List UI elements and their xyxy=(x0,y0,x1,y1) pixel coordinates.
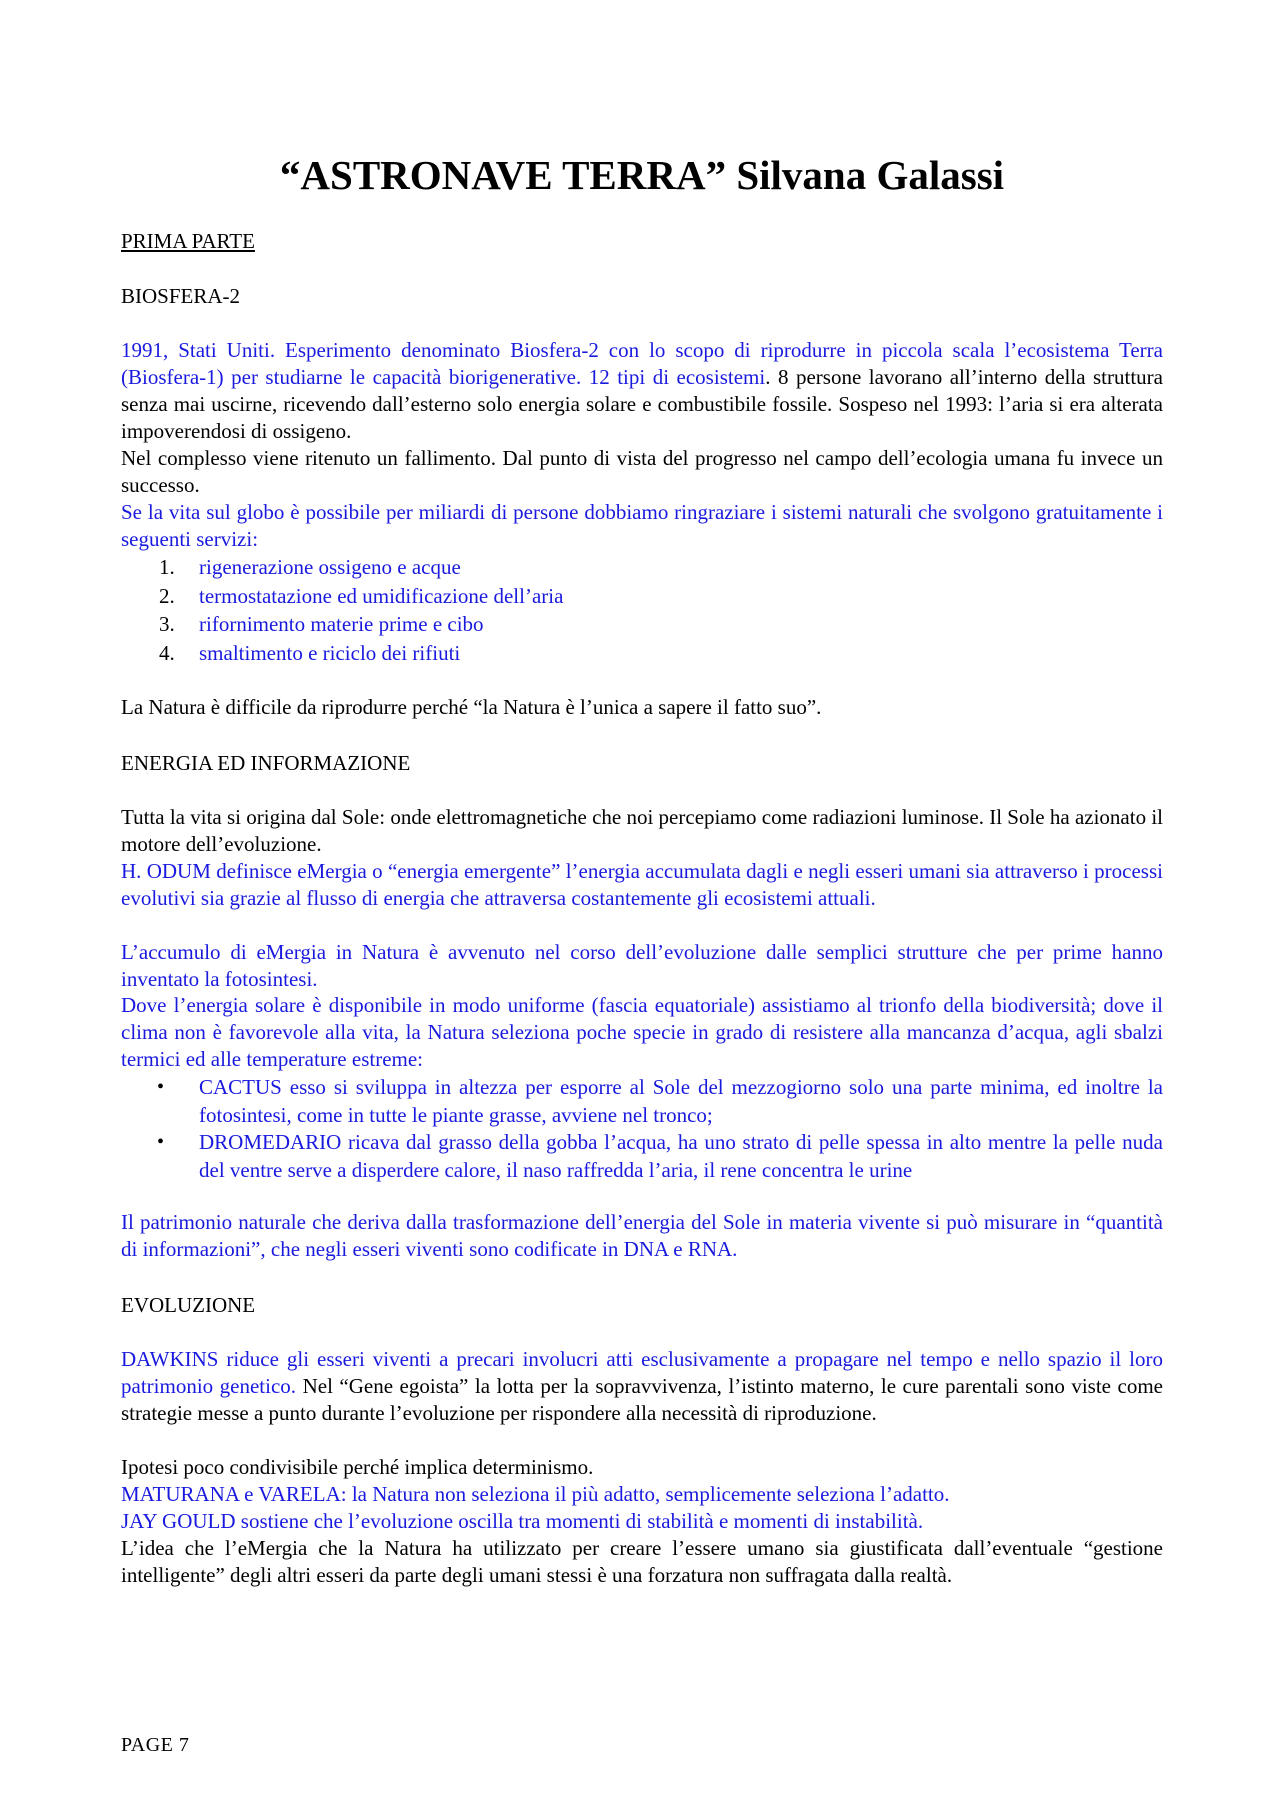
biosfera-paragraph-1-rest: . 8 persone lavorano all’interno della struttura senza mai uscirne, ricevendo dall’esterno solo energia solare e combustibile fossile. Sospeso nel 1993: l’aria si era alterata impoverendosi di ossigeno. xyxy=(121,365,1163,443)
list-item: • CACTUS esso si sviluppa in altezza per esporre al Sole del mezzogiorno solo una parte minima, ed inoltre la fotosintesi, come in tutte le piante grasse, avviene nel tronco; xyxy=(157,1075,1163,1127)
list-item: 2. termostatazione ed umidificazione dell’aria xyxy=(159,583,564,608)
list-item: 1. rigenerazione ossigeno e acque xyxy=(159,555,461,579)
bullet-glyph: • xyxy=(157,1076,165,1098)
energia-paragraph-1: Tutta la vita si origina dal Sole: onde elettromagnetiche che noi percepiamo come radiazioni luminose. Il Sole ha azionato il motore dell’evoluzione. xyxy=(121,805,1163,856)
biosfera-paragraph-2: Nel complesso viene ritenuto un fallimento. Dal punto di vista del progresso nel campo dell’ecologia umana fu invece un successo. xyxy=(121,446,1163,497)
services-list xyxy=(121,553,1163,667)
section-heading-evoluzione: EVOLUZIONE xyxy=(121,1293,256,1317)
energia-paragraph-2: H. ODUM definisce eMergia o “energia emergente” l’energia accumulata dagli e negli esseri umani sia attraverso i processi evolutivi sia grazie al flusso di energia che attraversa costantemente gli ecosistemi attuali. xyxy=(121,859,1163,910)
list-item: 3. rifornimento materie prime e cibo xyxy=(159,612,484,636)
section-heading-biosfera: BIOSFERA-2 xyxy=(121,284,241,308)
evoluzione-paragraph-5: L’idea che l’eMergia che la Natura ha utilizzato per creare l’essere umano sia giustificata dall’eventuale “gestione intelligente” degli altri esseri da parte degli umani stessi è una forzatura non suffragata dalla realtà. xyxy=(121,1536,1163,1587)
bullet-glyph: • xyxy=(157,1131,165,1153)
adaptation-bullet-list xyxy=(121,1074,1163,1184)
part-heading: PRIMA PARTE xyxy=(121,229,255,253)
evoluzione-paragraph-4: JAY GOULD sostiene che l’evoluzione oscilla tra momenti di stabilità e momenti di instabilità. xyxy=(121,1509,924,1533)
list-item: • DROMEDARIO ricava dal grasso della gobba l’acqua, ha uno strato di pelle spessa in alto mentre la pelle nuda del ventre serve a disperdere calore, il naso raffredda l’aria, il rene concentra le urine xyxy=(157,1130,1163,1182)
evoluzione-paragraph-1 xyxy=(121,1346,1163,1427)
page-number: PAGE 7 xyxy=(121,1734,190,1756)
document-title: “ASTRONAVE TERRA” Silvana Galassi xyxy=(279,152,1005,198)
energia-paragraph-4: Dove l’energia solare è disponibile in modo uniforme (fascia equatoriale) assistiamo al trionfo della biodiversità; dove il clima non è favorevole alla vita, la Natura seleziona poche specie in grado di resistere alla mancanza d’acqua, agli sbalzi termici ed alle temperature estreme: xyxy=(121,993,1163,1071)
list-item: 4. smaltimento e riciclo dei rifiuti xyxy=(159,640,461,665)
biosfera-paragraph-3: Se la vita sul globo è possibile per miliardi di persone dobbiamo ringraziare i sistemi naturali che svolgono gratuitamente i seguenti servizi: xyxy=(121,500,1163,551)
energia-paragraph-5: Il patrimonio naturale che deriva dalla trasformazione dell’energia del Sole in materia vivente si può misurare in “quantità di informazioni”, che negli esseri viventi sono codificate in DNA e RNA. xyxy=(121,1210,1163,1261)
biosfera-paragraph-4: La Natura è difficile da riprodurre perché “la Natura è l’unica a sapere il fatto suo”. xyxy=(121,695,822,719)
evoluzione-paragraph-3: MATURANA e VARELA: la Natura non seleziona il più adatto, semplicemente seleziona l’adatto. xyxy=(121,1482,950,1506)
evoluzione-paragraph-1-highlight: DAWKINS riduce gli esseri viventi a precari involucri atti esclusivamente a propagare nel tempo e nello spazio il loro patrimonio genetico. xyxy=(121,1347,1163,1398)
biosfera-paragraph-1 xyxy=(121,337,1163,445)
energia-paragraph-3: L’accumulo di eMergia in Natura è avvenuto nel corso dell’evoluzione dalle semplici strutture che per prime hanno inventato la fotosintesi. xyxy=(121,940,1163,991)
evoluzione-paragraph-1-rest: Nel “Gene egoista” la lotta per la sopravvivenza, l’istinto materno, le cure parentali sono viste come strategie messe a punto durante l’evoluzione per rispondere alla necessità di riproduzione. xyxy=(121,1374,1163,1425)
section-heading-energia: ENERGIA ED INFORMAZIONE xyxy=(121,751,411,775)
evoluzione-paragraph-2: Ipotesi poco condivisibile perché implica determinismo. xyxy=(121,1455,594,1479)
biosfera-paragraph-1-highlight: 1991, Stati Uniti. Esperimento denominato Biosfera-2 con lo scopo di riprodurre in piccola scala l’ecosistema Terra (Biosfera-1) per studiarne le capacità biorigenerative. 12 tipi di ecosistemi xyxy=(121,338,1163,389)
